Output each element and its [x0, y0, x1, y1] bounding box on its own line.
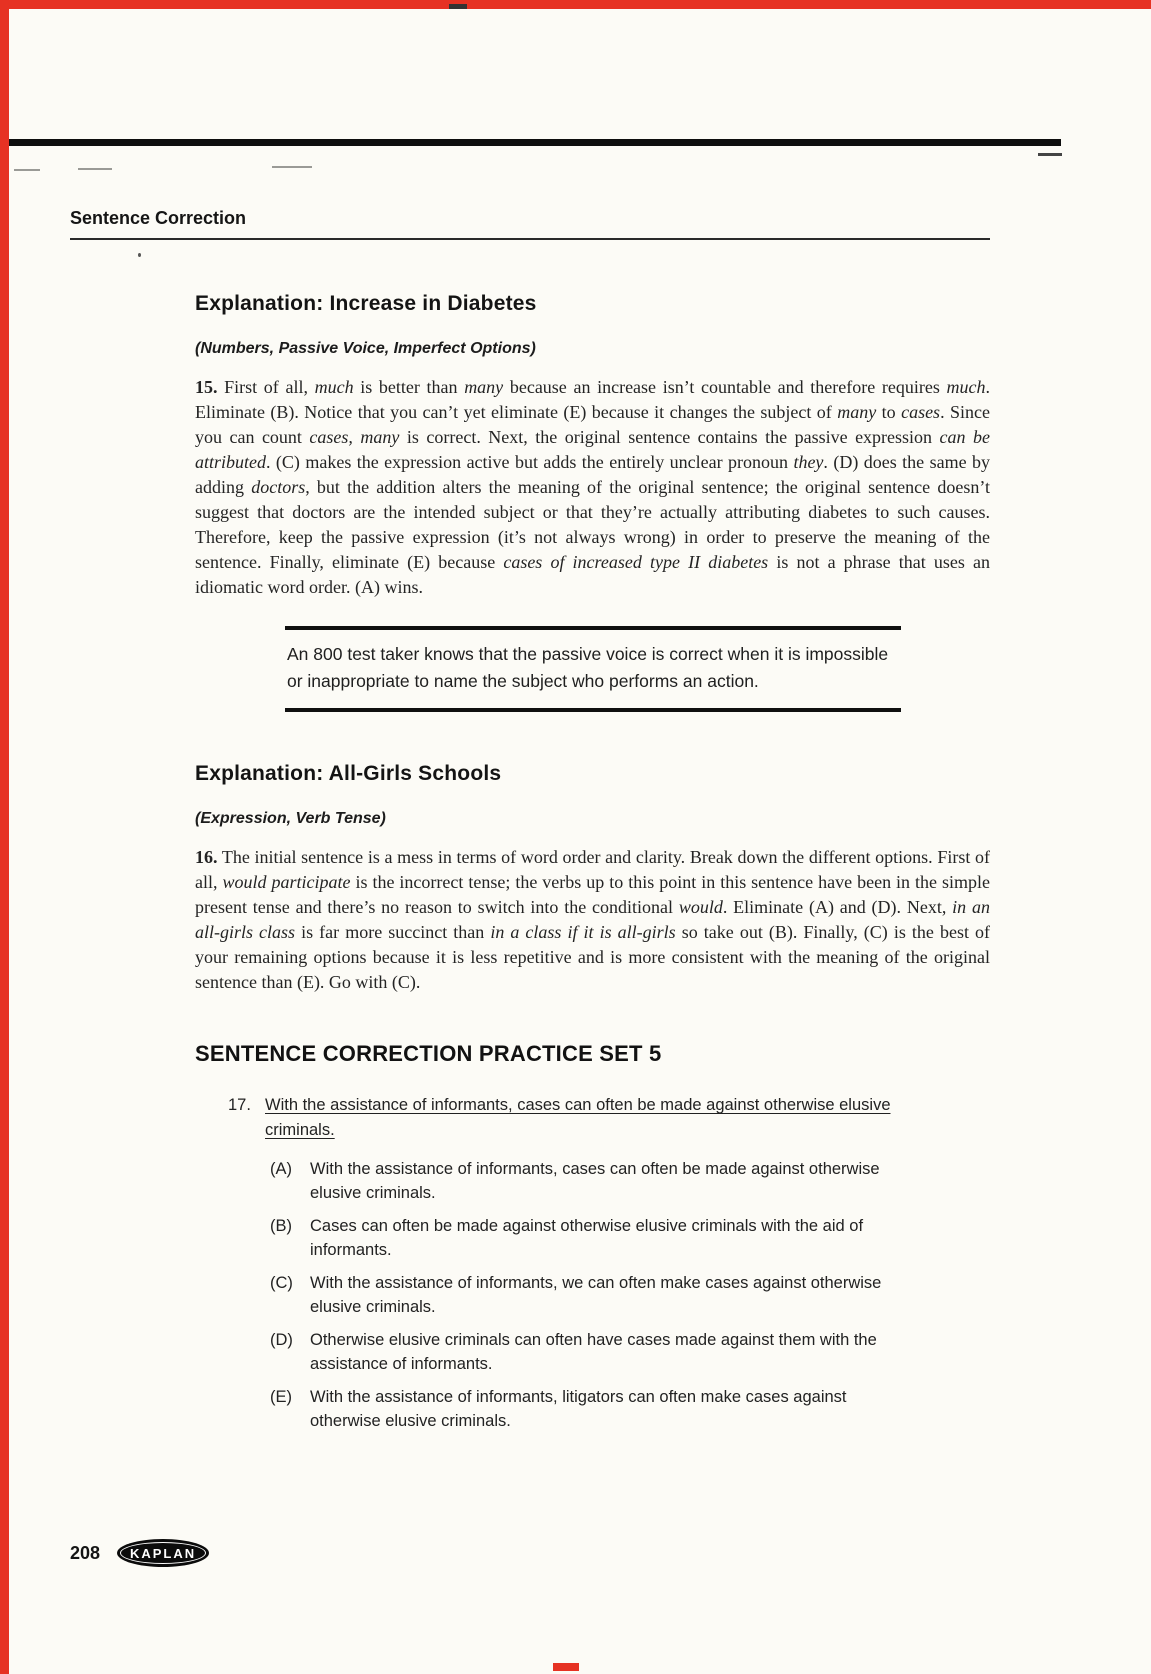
running-head: Sentence Correction — [70, 208, 247, 228]
practice-set-section — [195, 1041, 990, 1433]
page-edge-left — [0, 0, 9, 1674]
answer-options — [270, 1157, 990, 1433]
item-number: 16. — [195, 847, 218, 867]
answer-option-c — [270, 1271, 990, 1319]
page-edge-bottom-mark — [553, 1663, 579, 1671]
option-label: (D) — [270, 1331, 293, 1349]
option-text: With the assistance of informants, litigators can often make cases against otherwise elusive criminals. — [310, 1388, 847, 1430]
option-label: (B) — [270, 1217, 292, 1235]
answer-option-d — [270, 1328, 990, 1376]
page-number: 208 — [70, 1542, 101, 1563]
callout-box — [285, 626, 901, 712]
question-number: 17. — [228, 1096, 251, 1114]
explanation-title: Explanation: Increase in Diabetes — [195, 292, 537, 315]
scan-artifact-dot — [138, 253, 141, 257]
option-text: With the assistance of informants, we can often make cases against otherwise elusive criminals. — [310, 1274, 882, 1316]
scan-artifact-dash — [272, 166, 312, 168]
explanation-section-15 — [195, 292, 990, 600]
explanation-title: Explanation: All-Girls Schools — [195, 762, 502, 785]
paragraph-text: First of all, much is better than many because an increase isn’t countable and therefore requires much. Eliminate (B). Notice that you can’t yet eliminate (E) because it changes the subject of many to cases. Since you can count cases, many is correct. Next, the original sentence contains the passive expression can be attributed. (C) makes the expression active but adds the entirely unclear pronoun they. (D) does the same by adding doctors, but the addition alters the meaning of the original sentence; the original sentence doesn’t suggest that doctors are the intended subject or that they’re actually attributing diabetes to such causes. Therefore, keep the passive expression (it’s not always wrong) in order to preserve the meaning of the sentence. Finally, eliminate (E) because cases of increased type II diabetes is not a phrase that uses an idiomatic word order. (A) wins. — [195, 377, 991, 597]
scan-artifact-bar — [9, 139, 1061, 146]
paragraph-text: The initial sentence is a mess in terms of word order and clarity. Break down the different options. First of all, would participate is the incorrect tense; the verbs up to this point in this sentence have been in the simple present tense and there’s no reason to switch into the conditional would. Eliminate (A) and (D). Next, in an all-girls class is far more succinct than in a class if it is all-girls so take out (B). Finally, (C) is the best of your remaining options because it is less repetitive and is more consistent with the meaning of the original sentence than (E). Go with (C). — [195, 847, 991, 992]
option-label: (E) — [270, 1388, 292, 1406]
main-content — [195, 292, 990, 1442]
scan-artifact-dash — [14, 169, 40, 171]
option-text: With the assistance of informants, cases can often be made against otherwise elusive criminals. — [310, 1160, 880, 1202]
explanation-subtitle: (Expression, Verb Tense) — [195, 810, 386, 827]
kaplan-logo — [117, 1539, 209, 1567]
option-label: (A) — [270, 1160, 292, 1178]
option-text: Otherwise elusive criminals can often have cases made against them with the assistance of informants. — [310, 1331, 877, 1373]
answer-option-a — [270, 1157, 990, 1205]
question-stem: With the assistance of informants, cases can often be made against otherwise elusive criminals. — [265, 1096, 891, 1139]
running-head-rule — [70, 238, 990, 240]
scan-artifact-mark — [1038, 153, 1062, 156]
explanation-subtitle: (Numbers, Passive Voice, Imperfect Options) — [195, 340, 536, 357]
option-text: Cases can often be made against otherwise elusive criminals with the aid of informants. — [310, 1217, 864, 1259]
item-number: 15. — [195, 377, 218, 397]
answer-option-b — [270, 1214, 990, 1262]
explanation-section-16 — [195, 762, 990, 995]
option-label: (C) — [270, 1274, 293, 1292]
explanation-paragraph — [195, 845, 990, 995]
explanation-paragraph — [195, 375, 990, 600]
callout-text: An 800 test taker knows that the passive voice is correct when it is impossible or inappropriate to name the subject who performs an action. — [287, 644, 889, 691]
scan-artifact-dash — [78, 168, 112, 170]
kaplan-logo-text: KAPLAN — [129, 1545, 197, 1561]
page-edge-top — [0, 0, 1151, 9]
question-item — [228, 1093, 990, 1143]
scan-artifact-dash — [449, 4, 467, 9]
page-footer — [70, 1539, 209, 1567]
answer-option-e — [270, 1385, 990, 1433]
practice-set-title: SENTENCE CORRECTION PRACTICE SET 5 — [195, 1041, 662, 1066]
